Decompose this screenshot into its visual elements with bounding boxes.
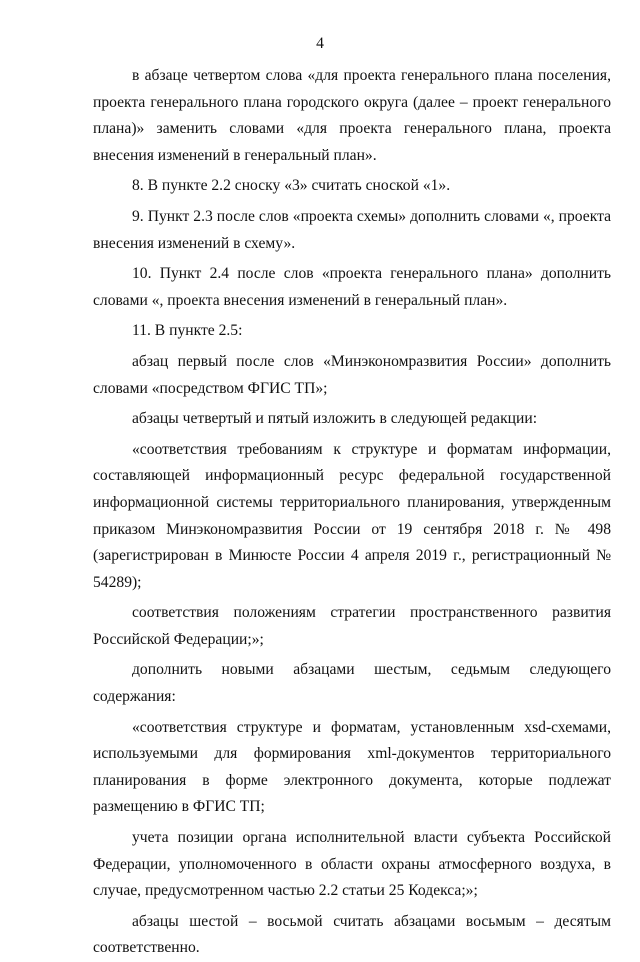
- paragraph-abzac-1: абзац первый после слов «Минэкономразвития России» дополнить словами «посредством ФГИС ТП»;: [93, 352, 611, 397]
- paragraph-quote-air: учета позиции органа исполнительной власти субъекта Российской Федерации, уполномоченного в области охраны атмосферного воздуха, в случае, предусмотренном частью 2.2 статьи 25 Кодекса;»;: [93, 829, 611, 900]
- paragraph-abzacy-4-5: абзацы четвертый и пятый изложить в следующей редакции:: [132, 410, 538, 428]
- paragraph-quote-xsd: «соответствия структуре и форматам, установленным xsd-схемами, используемыми для формирования xml-документов территориального планирования в форме электронного документа, которые подлежат размещению в ФГИС ТП;: [93, 718, 611, 816]
- paragraph-quote-requirements: «соответствия требованиям к структуре и форматам информации, составляющей информационный ресурс федеральной государственной информационной системы территориального планирования, утвержденным приказом Минэкономразвития России от 19 сентября 2018 г. № 498 (зарегистрирован в Минюсте России 4 апреля 2019 г., регистрационный № 54289);: [93, 440, 611, 591]
- paragraph-amend-abzac-4: в абзаце четвертом слова «для проекта генерального плана поселения, проекта генерального плана городского округа (далее – проект генерального плана)» заменить словами «для проекта генерального плана, проекта внесения изменений в генеральный план».: [93, 67, 611, 164]
- paragraph-item-10: 10. Пункт 2.4 после слов «проекта генерального плана» дополнить словами «, проекта внесения изменений в генеральный план».: [93, 265, 611, 309]
- document-body: [93, 63, 611, 962]
- paragraph-item-8: 8. В пункте 2.2 сноску «3» считать сноской «1».: [132, 177, 451, 195]
- paragraph-add-abzacy: дополнить новыми абзацами шестым, седьмым следующего содержания:: [93, 661, 611, 706]
- paragraph-item-11: 11. В пункте 2.5:: [132, 322, 243, 340]
- paragraph-renumber: абзацы шестой – восьмой считать абзацами восьмым – десятым соответственно.: [93, 912, 611, 957]
- paragraph-quote-strategy: соответствия положениям стратегии пространственного развития Российской Федерации;»;: [93, 604, 611, 648]
- page-number: 4: [316, 35, 324, 52]
- paragraph-item-9: 9. Пункт 2.3 после слов «проекта схемы» дополнить словами «, проекта внесения изменений в схему».: [93, 207, 611, 252]
